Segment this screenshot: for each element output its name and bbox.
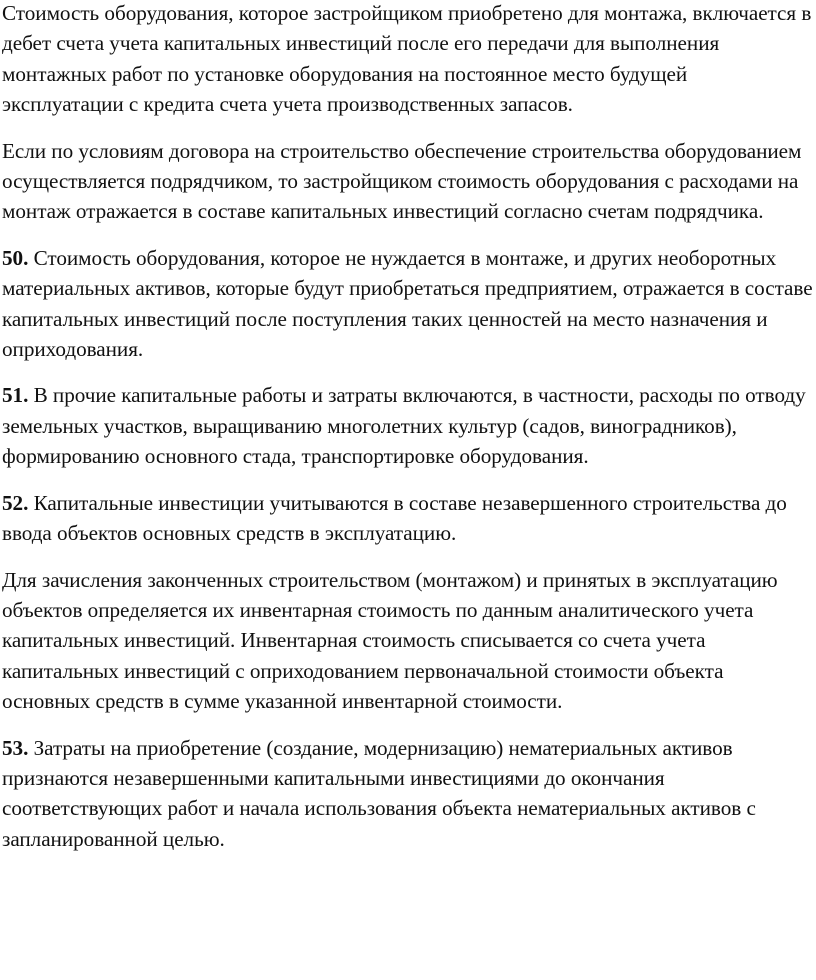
paragraph-equipment-installation <box>2 0 814 120</box>
paragraph-number: 51. <box>2 383 29 408</box>
paragraph-number: 52. <box>2 490 29 515</box>
paragraph-51 <box>2 380 814 471</box>
paragraph-text: Капитальные инвестиции учитываются в составе незавершенного строительства до ввода объектов основных средств в эксплуатацию. <box>2 490 787 546</box>
paragraph-text: Затраты на приобретение (создание, модернизацию) нематериальных активов признаются незавершенными капитальными инвестициями до окончания соответствующих работ и начала использования объекта нематериальных активов с запланированной целью. <box>2 735 756 851</box>
paragraph-text: Стоимость оборудования, которое застройщиком приобретено для монтажа, включается в дебет счета учета капитальных инвестиций после его передачи для выполнения монтажных работ по установке оборудования на постоянное место будущей эксплуатации с кредита счета учета производственных запасов. <box>2 1 812 117</box>
paragraph-text: Если по условиям договора на строительство обеспечение строительства оборудованием осуществляется подрядчиком, то застройщиком стоимость оборудования с расходами на монтаж отражается в составе капитальных инвестиций согласно счетам подрядчика. <box>2 138 802 224</box>
paragraph-52 <box>2 488 814 549</box>
paragraph-text: Для зачисления законченных строительством (монтажом) и принятых в эксплуатацию объектов определяется их инвентарная стоимость по данным аналитического учета капитальных инвестиций. Инвентарная стоимость списывается со счета учета капитальных инвестиций с оприходованием первоначальной стоимости объекта основных средств в сумме указанной инвентарной стоимости. <box>2 567 778 714</box>
paragraph-text: Стоимость оборудования, которое не нуждается в монтаже, и других необоротных материальных активов, которые будут приобретаться предприятием, отражается в составе капитальных инвестиций после поступления таких ценностей на место назначения и оприходования. <box>2 245 813 362</box>
paragraph-number: 53. <box>2 735 29 760</box>
paragraph-text: В прочие капитальные работы и затраты включаются, в частности, расходы по отводу земельных участков, выращиванию многолетних культур (садов, виноградников), формированию основного стада, транспортировке оборудования. <box>2 383 806 469</box>
paragraph-50 <box>2 243 814 365</box>
paragraph-53 <box>2 733 814 855</box>
paragraph-number: 50. <box>2 245 29 270</box>
paragraph-inventory-value <box>2 565 814 717</box>
paragraph-contractor-equipment <box>2 136 814 227</box>
